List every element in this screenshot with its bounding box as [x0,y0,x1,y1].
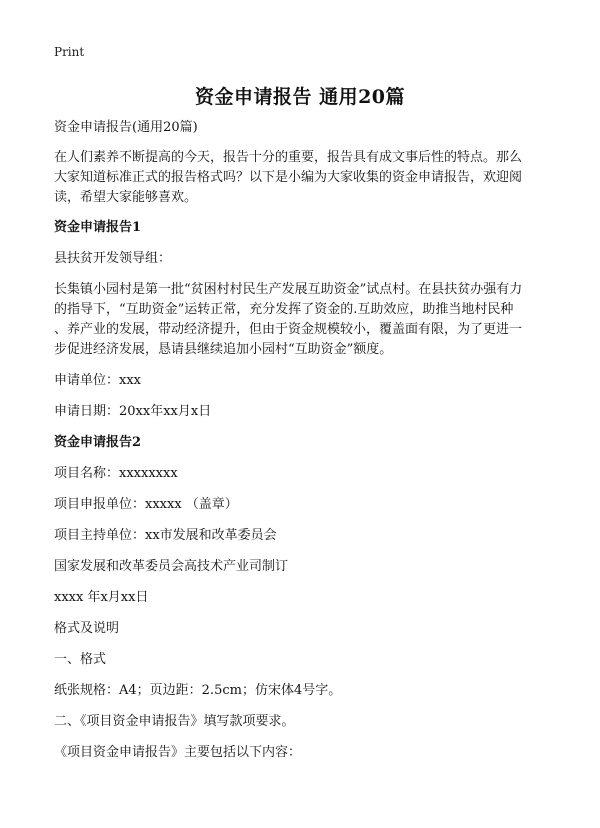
issuer: 国家发展和改革委员会高技术产业司制订 [54,559,289,574]
paper-spec: 纸张规格：A4；页边距：2.5cm；仿宋体4号字。 [54,683,342,698]
format-heading: 一、格式 [54,652,107,667]
section1-date: 申请日期：20xx年xx月x日 [54,404,212,419]
intro-line: 大家知道标准正式的报告格式吗？以下是小编为大家收集的资金申请报告，欢迎阅 [54,170,523,185]
section2-heading: 资金申请报告2 [54,435,142,450]
section1-body-line: 的指导下，“互助资金”运转正常，充分发挥了资金的.互助效应，助推当地村民种 [54,302,514,317]
section2-date: xxxx 年x月xx日 [54,590,149,605]
section1-body-line: 、养产业的发展，带动经济提升，但由于资金规模较小，覆盖面有限，为了更进一 [54,322,523,337]
document-subtitle: 资金申请报告(通用20篇) [54,120,198,135]
format-note: 格式及说明 [54,621,120,636]
intro-line: 在人们素养不断提高的今天，报告十分的重要，报告具有成文事后性的特点。那么 [54,150,523,165]
reporting-unit: 项目申报单位：xxxxx （盖章） [54,497,238,512]
section1-salutation: 县扶贫开发领导组： [54,251,172,266]
intro-paragraph [54,148,550,208]
section1-heading: 资金申请报告1 [54,220,142,235]
section1-applicant: 申请单位：xxx [54,373,141,388]
section1-body-line: 步促进经济发展，恳请县继续追加小园村“互助资金”额度。 [54,342,393,357]
section1-body [54,280,550,360]
item-2-content: 《项目资金申请报告》主要包括以下内容： [54,745,302,760]
document-title: 资金申请报告 通用20篇 [194,86,406,108]
section1-body-line: 长集镇小园村是第一批“贫困村村民生产发展互助资金”试点村。在县扶贫办强有力 [54,282,523,297]
print-label: Print [54,45,85,59]
item-2: 二、《项目资金申请报告》填写款项要求。 [54,714,295,729]
document-body [54,118,550,763]
host-unit: 项目主持单位：xx市发展和改革委员会 [54,528,277,543]
intro-line: 读，希望大家能够喜欢。 [54,190,198,205]
project-name: 项目名称：xxxxxxxx [54,466,178,481]
